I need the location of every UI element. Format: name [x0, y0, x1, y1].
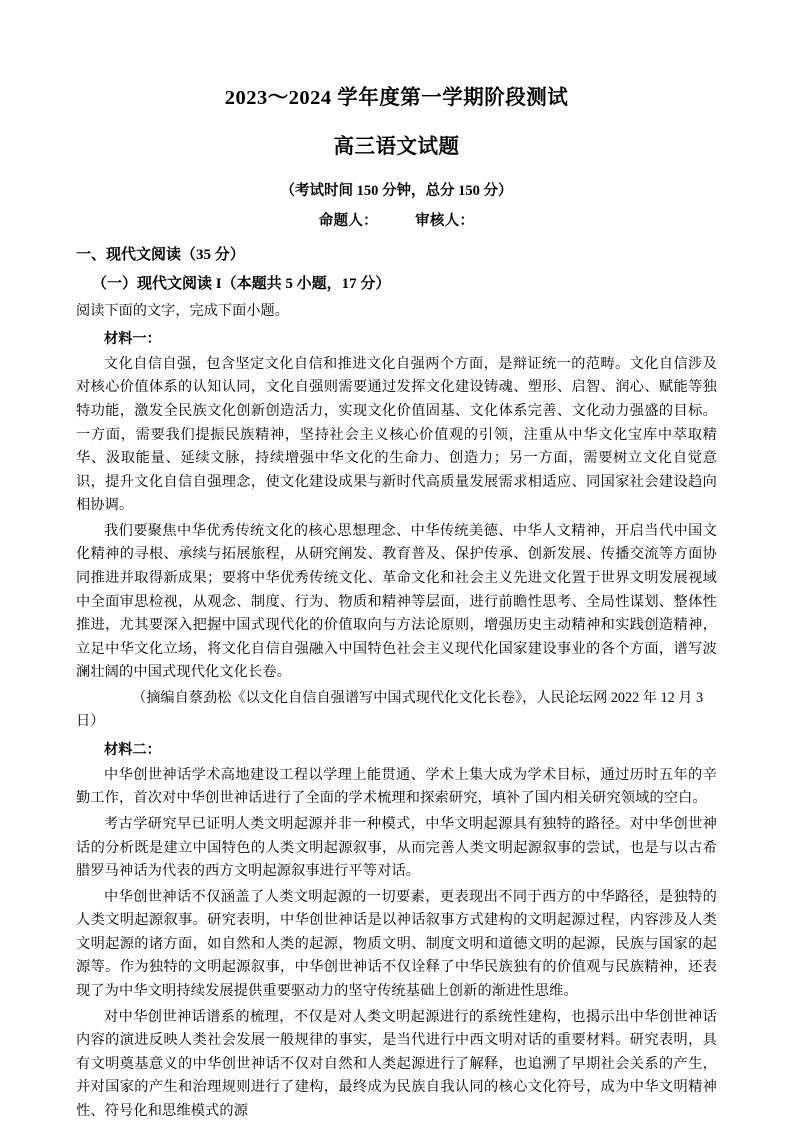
- material-one-source: （摘编自蔡劲松《以文化自信自强谱写中国式现代化文化长卷》，人民论坛网 2022 年 12 月 3 日）: [76, 687, 717, 734]
- page-title: 2023～2024 学年度第一学期阶段测试: [76, 84, 717, 113]
- material-two-paragraph: 考古学研究早已证明人类文明起源并非一种模式，中华文明起源具有独特的路径。对中华创世神话的分析既是建立中国特色的人类文明起源叙事，从而完善人类文明起源叙事的尝试，也是与以古希腊罗马神话为代表的西方文明起源叙事进行平等对话。: [76, 813, 717, 884]
- material-one-label: 材料一：: [76, 328, 717, 351]
- exam-people: 命题人： 审核人：: [76, 211, 717, 233]
- subsection-heading: （一）现代文阅读 I（本题共 5 小题，17 分）: [76, 272, 717, 296]
- material-one-paragraph: 我们要聚焦中华优秀传统文化的核心思想理念、中华传统美德、中华人文精神，开启当代中国文化精神的寻根、承续与拓展旅程，从研究阐发、教育普及、保护传承、创新发展、传播交流等方面协同推进并取得新成果；要将中华优秀传统文化、革命文化和社会主义先进文化置于世界文明发展视域中全面审思检视，从观念、制度、行为、物质和精神等层面，进行前瞻性思考、全局性谋划、整体性推进，尤其要深入把握中国式现代化的价值取向与方法论原则，增强历史主动精神和实践创造精神，立足中华文化立场，将文化自信自强融入中国特色社会主义现代化国家建设事业的各个方面，谱写波澜壮阔的中国式现代化文化长卷。: [76, 520, 717, 685]
- page-subtitle: 高三语文试题: [76, 133, 717, 162]
- material-one-paragraph: 文化自信自强，包含坚定文化自信和推进文化自强两个方面，是辩证统一的范畴。文化自信涉及对核心价值体系的认知认同，文化自强则需要通过发挥文化建设铸魂、塑形、启智、润心、赋能等独特功能，激发全民族文化创新创造活力，实现文化价值固基、文化体系完善、文化动力强盛的目标。一方面，需要我们提振民族精神，坚持社会主义核心价值观的引领，注重从中华文化宝库中萃取精华、汲取能量、延续文脉，持续增强中华文化的生命力、创造力；另一方面，需要树立文化自觉意识，提升文化自信自强理念，使文化建设成果与新时代高质量发展需求相适应、同国家社会建设趋向相协调。: [76, 353, 717, 518]
- material-two-paragraph: 中华创世神话学术高地建设工程以学理上能贯通、学术上集大成为学术目标，通过历时五年的辛勤工作，首次对中华创世神话进行了全面的学术梳理和探索研究，填补了国内相关研究领域的空白。: [76, 764, 717, 811]
- exam-info: （考试时间 150 分钟，总分 150 分）: [76, 181, 717, 203]
- material-two-paragraph: 对中华创世神话谱系的梳理，不仅是对人类文明起源进行的系统性建构，也揭示出中华创世神话内容的演进反映人类社会发展一般规律的事实，是当代进行中西文明对话的重要材料。研究表明，具有文明奠基意义的中华创世神话不仅对自然和人类起源进行了解释，也追溯了早期社会关系的产生，并对国家的产生和治理规则进行了建构，最终成为民族自我认同的核心文化符号，成为中华文明精神性、符号化和思维模式的源: [76, 1006, 717, 1123]
- material-two-paragraph: 中华创世神话不仅涵盖了人类文明起源的一切要素，更表现出不同于西方的中华路径，是独特的人类文明起源叙事。研究表明，中华创世神话是以神话叙事方式建构的文明起源过程，内容涉及人类文明起源的诸方面，如自然和人类的起源，物质文明、制度文明和道德文明的起源，民族与国家的起源等。作为独特的文明起源叙事，中华创世神话不仅诠释了中华民族独有的价值观与民族精神，还表现了为中华文明持续发展提供重要驱动力的坚守传统基础上创新的渐进性思维。: [76, 886, 717, 1004]
- section-heading-one: 一、现代文阅读（35 分）: [76, 243, 717, 267]
- reading-instruction: 阅读下面的文字，完成下面小题。: [76, 300, 717, 323]
- material-two-label: 材料二：: [76, 739, 717, 762]
